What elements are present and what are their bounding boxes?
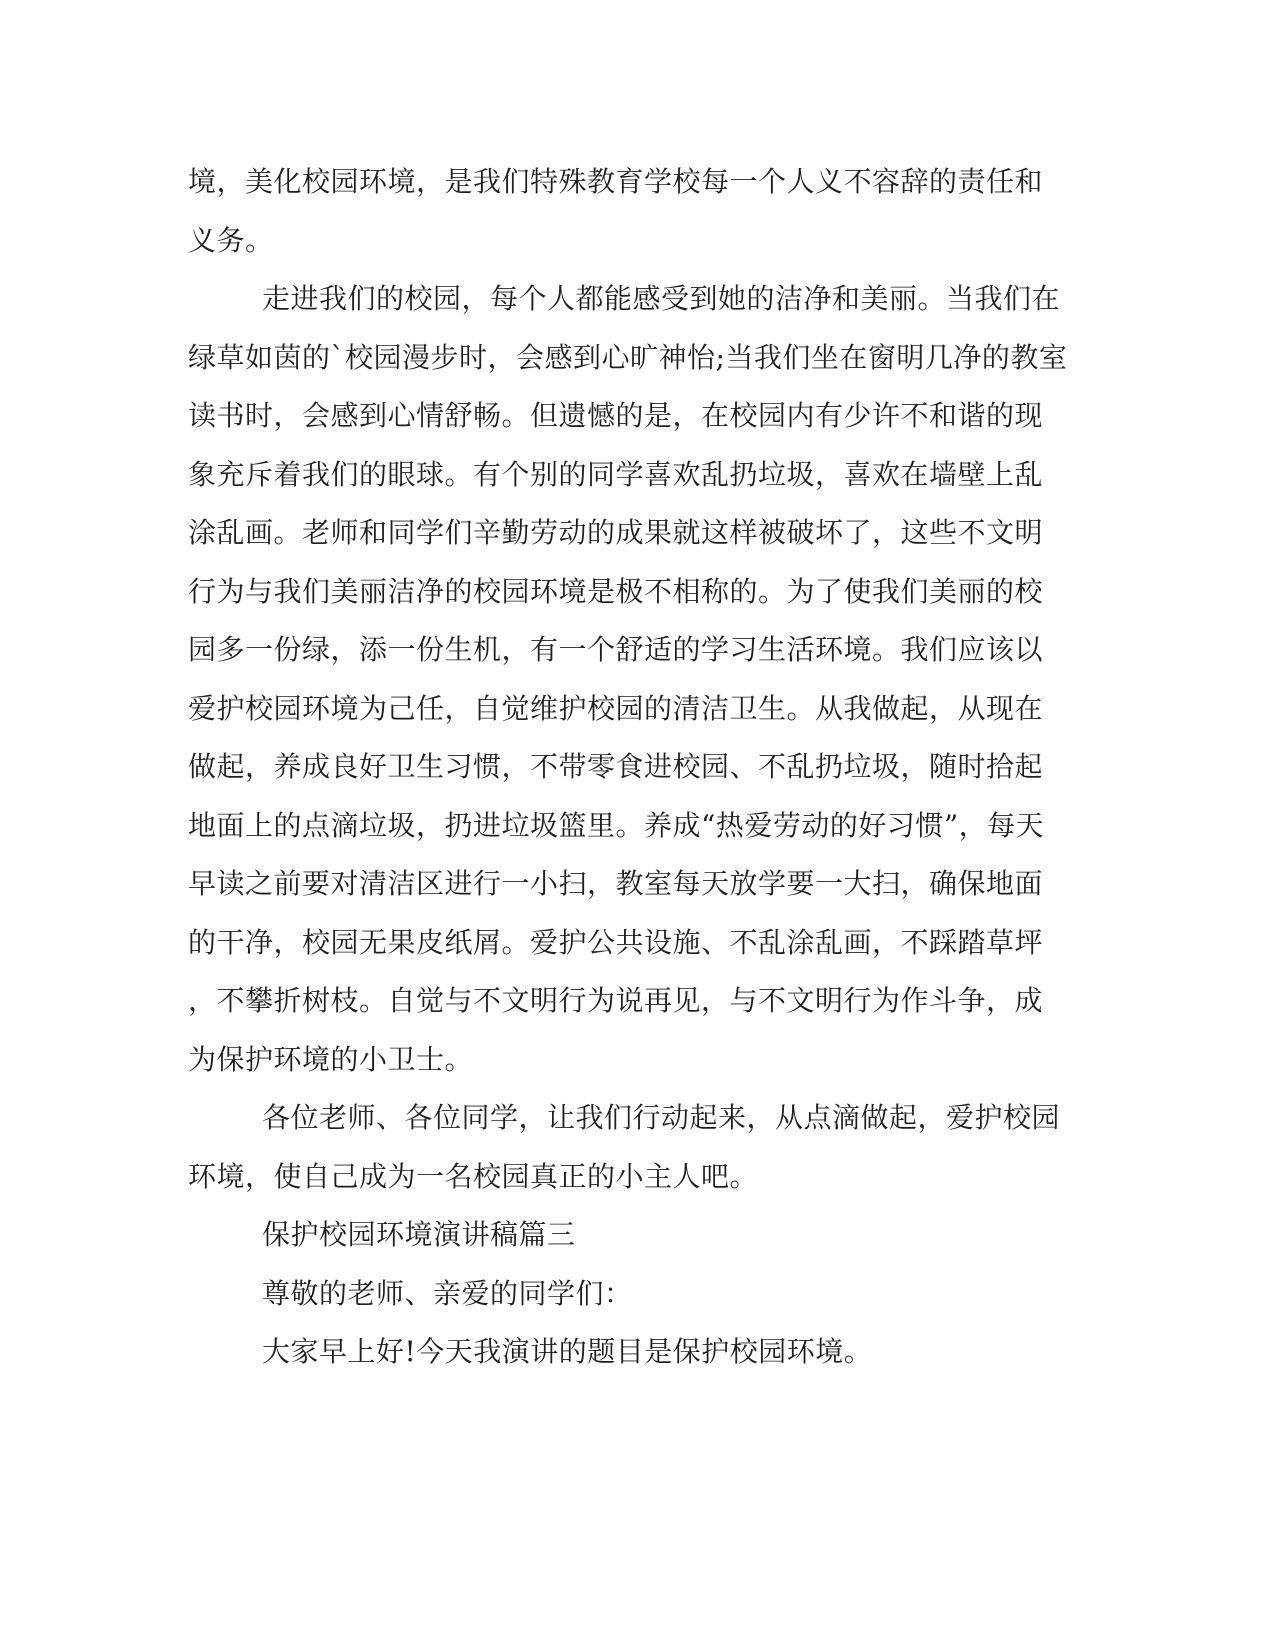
text-line: 涂乱画。老师和同学们辛勤劳动的成果就这样被破坏了，这些不文明	[188, 516, 1044, 549]
text-line: 环境，使自己成为一名校园真正的小主人吧。	[188, 1160, 759, 1193]
paragraph-start-line: 走进我们的校园，每个人都能感受到她的洁净和美丽。当我们在	[262, 282, 1061, 315]
text-line: 为保护环境的小卫士。	[188, 1043, 474, 1076]
text-line: ，不攀折树枝。自觉与不文明行为说再见，与不文明行为作斗争，成	[188, 984, 1044, 1017]
text-line: 行为与我们美丽洁净的校园环境是极不相称的。为了使我们美丽的校	[188, 575, 1044, 608]
text-line: 园多一份绿，添一份生机，有一个舒适的学习生活环境。我们应该以	[188, 633, 1044, 666]
text-line: 早读之前要对清洁区进行一小扫，教室每天放学要一大扫，确保地面	[188, 867, 1044, 900]
text-line: 境，美化校园环境，是我们特殊教育学校每一个人义不容辞的责任和	[188, 165, 1044, 198]
text-line: 象充斥着我们的眼球。有个别的同学喜欢乱扔垃圾，喜欢在墙壁上乱	[188, 458, 1044, 491]
text-line: 的干净，校园无果皮纸屑。爱护公共设施、不乱涂乱画，不踩踏草坪	[188, 926, 1044, 959]
text-line: 义务。	[188, 224, 274, 257]
salutation-line: 尊敬的老师、亲爱的同学们：	[262, 1277, 633, 1310]
text-line: 绿草如茵的`校园漫步时，会感到心旷神怡;当我们坐在窗明几净的教室	[188, 341, 1068, 374]
paragraph-start-line: 各位老师、各位同学，让我们行动起来，从点滴做起，爱护校园	[262, 1101, 1061, 1134]
greeting-line: 大家早上好!今天我演讲的题目是保护校园环境。	[262, 1335, 873, 1368]
text-line: 做起，养成良好卫生习惯，不带零食进校园、不乱扔垃圾，随时拾起	[188, 750, 1044, 783]
text-line: 地面上的点滴垃圾，扔进垃圾篮里。养成“热爱劳动的好习惯”，每天	[188, 809, 1045, 842]
text-line: 爱护校园环境为己任，自觉维护校园的清洁卫生。从我做起，从现在	[188, 692, 1044, 725]
text-line: 读书时，会感到心情舒畅。但遗憾的是，在校园内有少许不和谐的现	[188, 399, 1044, 432]
section-heading: 保护校园环境演讲稿篇三	[262, 1218, 576, 1251]
